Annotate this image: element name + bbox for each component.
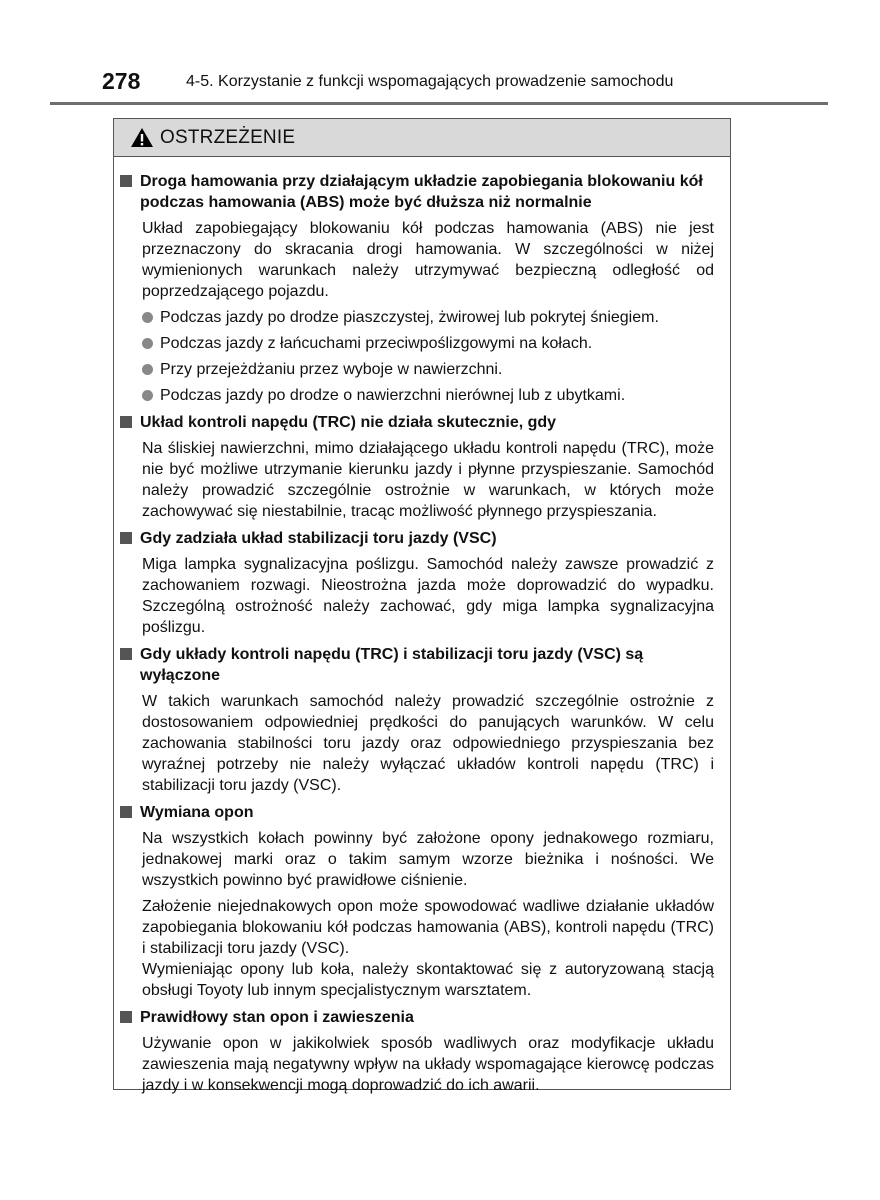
section-paragraph: Na wszystkich kołach powinny być założone opony jednakowego rozmiaru, jednakowej marki oraz o takim samym wzorze bieżnika i nośności. We wszystkich powinno być prawidłowe ciśnienie. (142, 830, 714, 889)
bullet-item (120, 333, 714, 354)
chapter-title: 4-5. Korzystanie z funkcji wspomagających prowadzenie samochodu (186, 73, 674, 90)
bullet-dot-icon (142, 338, 153, 349)
warning-title: OSTRZEŻENIE (160, 126, 296, 148)
bullet-item (120, 359, 714, 380)
section-title-text: Gdy zadziała układ stabilizacji toru jazdy (VSC) (140, 530, 497, 547)
bullet-dot-icon (142, 390, 153, 401)
bullet-text: Podczas jazdy po drodze o nawierzchni nierównej lub z ubytkami. (160, 387, 626, 404)
section-paragraph: Układ zapobiegający blokowaniu kół podczas hamowania (ABS) nie jest przeznaczony do skracania drogi hamowania. W szczególności w niżej wymienionych warunkach należy utrzymywać bezpieczną odległość od poprzedzającego pojazdu. (142, 220, 714, 300)
square-bullet-icon (120, 1011, 132, 1023)
section-paragraph: Założenie niejednakowych opon może spowodować wadliwe działanie układów zapobiegania blokowaniu kół podczas hamowania (ABS), kontroli napędu (TRC) i stabilizacji toru jazdy (VSC). (142, 898, 714, 957)
section-title (120, 171, 714, 213)
square-bullet-icon (120, 648, 132, 660)
bullet-text: Podczas jazdy po drodze piaszczystej, żwirowej lub pokrytej śniegiem. (160, 309, 659, 326)
bullet-dot-icon (142, 312, 153, 323)
warning-box (113, 118, 731, 1094)
bullet-item (120, 307, 714, 328)
section-title (120, 644, 714, 686)
warning-header (114, 119, 730, 157)
section-paragraph: Miga lampka sygnalizacyjna poślizgu. Samochód należy zawsze prowadzić z zachowaniem rozwagi. Nieostrożna jazda może doprowadzić do wypadku. Szczególną ostrożność należy zachować, gdy miga lampka sygnalizacyjna poślizgu. (142, 556, 714, 636)
section-title-text: Wymiana opon (140, 804, 254, 821)
square-bullet-icon (120, 416, 132, 428)
bullet-text: Przy przejeżdżaniu przez wyboje w nawierzchni. (160, 361, 503, 378)
section-title-text: Układ kontroli napędu (TRC) nie działa skutecznie, gdy (140, 414, 557, 431)
warning-content (114, 157, 730, 1096)
square-bullet-icon (120, 532, 132, 544)
section-paragraph: Na śliskiej nawierzchni, mimo działającego układu kontroli napędu (TRC), może nie być możliwe utrzymanie kierunku jazdy i płynne przyspieszanie. Samochód należy prowadzić szczególnie ostrożnie w warunkach, w których może zachowywać się niestabilnie, tracąc możliwość płynnego przyspieszania. (142, 440, 714, 520)
section-title-text: Droga hamowania przy działającym układzie zapobiegania blokowaniu kół podczas hamowania (ABS) może być dłuższa niż normalnie (140, 173, 703, 211)
section-title (120, 528, 714, 549)
warning-triangle-icon (130, 127, 154, 148)
page-header (50, 62, 828, 105)
bullet-text: Podczas jazdy z łańcuchami przeciwpoślizgowymi na kołach. (160, 335, 593, 352)
square-bullet-icon (120, 175, 132, 187)
section-paragraph: Używanie opon w jakikolwiek sposób wadliwych oraz modyfikacje układu zawieszenia mają negatywny wpływ na układy wspomagające kierowcę podczas jazdy i w konsekwencji mogą doprowadzić do ich awarii. (142, 1035, 714, 1094)
section-paragraph: W takich warunkach samochód należy prowadzić szczególnie ostrożnie z dostosowaniem odpowiedniej prędkości do panujących warunków. W celu zachowania stabilności toru jazdy oraz odpowiedniego przyspieszania bez wyraźnej potrzeby nie należy wyłączać układów kontroli napędu (TRC) i stabilizacji toru jazdy (VSC). (142, 693, 714, 794)
square-bullet-icon (120, 806, 132, 818)
section-paragraph: Wymieniając opony lub koła, należy skontaktować się z autoryzowaną stacją obsługi Toyoty lub innym specjalistycznym warsztatem. (142, 961, 714, 999)
page-number: 278 (102, 68, 141, 94)
section-title-text: Gdy układy kontroli napędu (TRC) i stabilizacji toru jazdy (VSC) są wyłączone (140, 646, 644, 684)
section-title (120, 1007, 714, 1028)
bullet-dot-icon (142, 364, 153, 375)
section-title (120, 412, 714, 433)
section-title-text: Prawidłowy stan opon i zawieszenia (140, 1009, 414, 1026)
section-title (120, 802, 714, 823)
bullet-item (120, 385, 714, 406)
